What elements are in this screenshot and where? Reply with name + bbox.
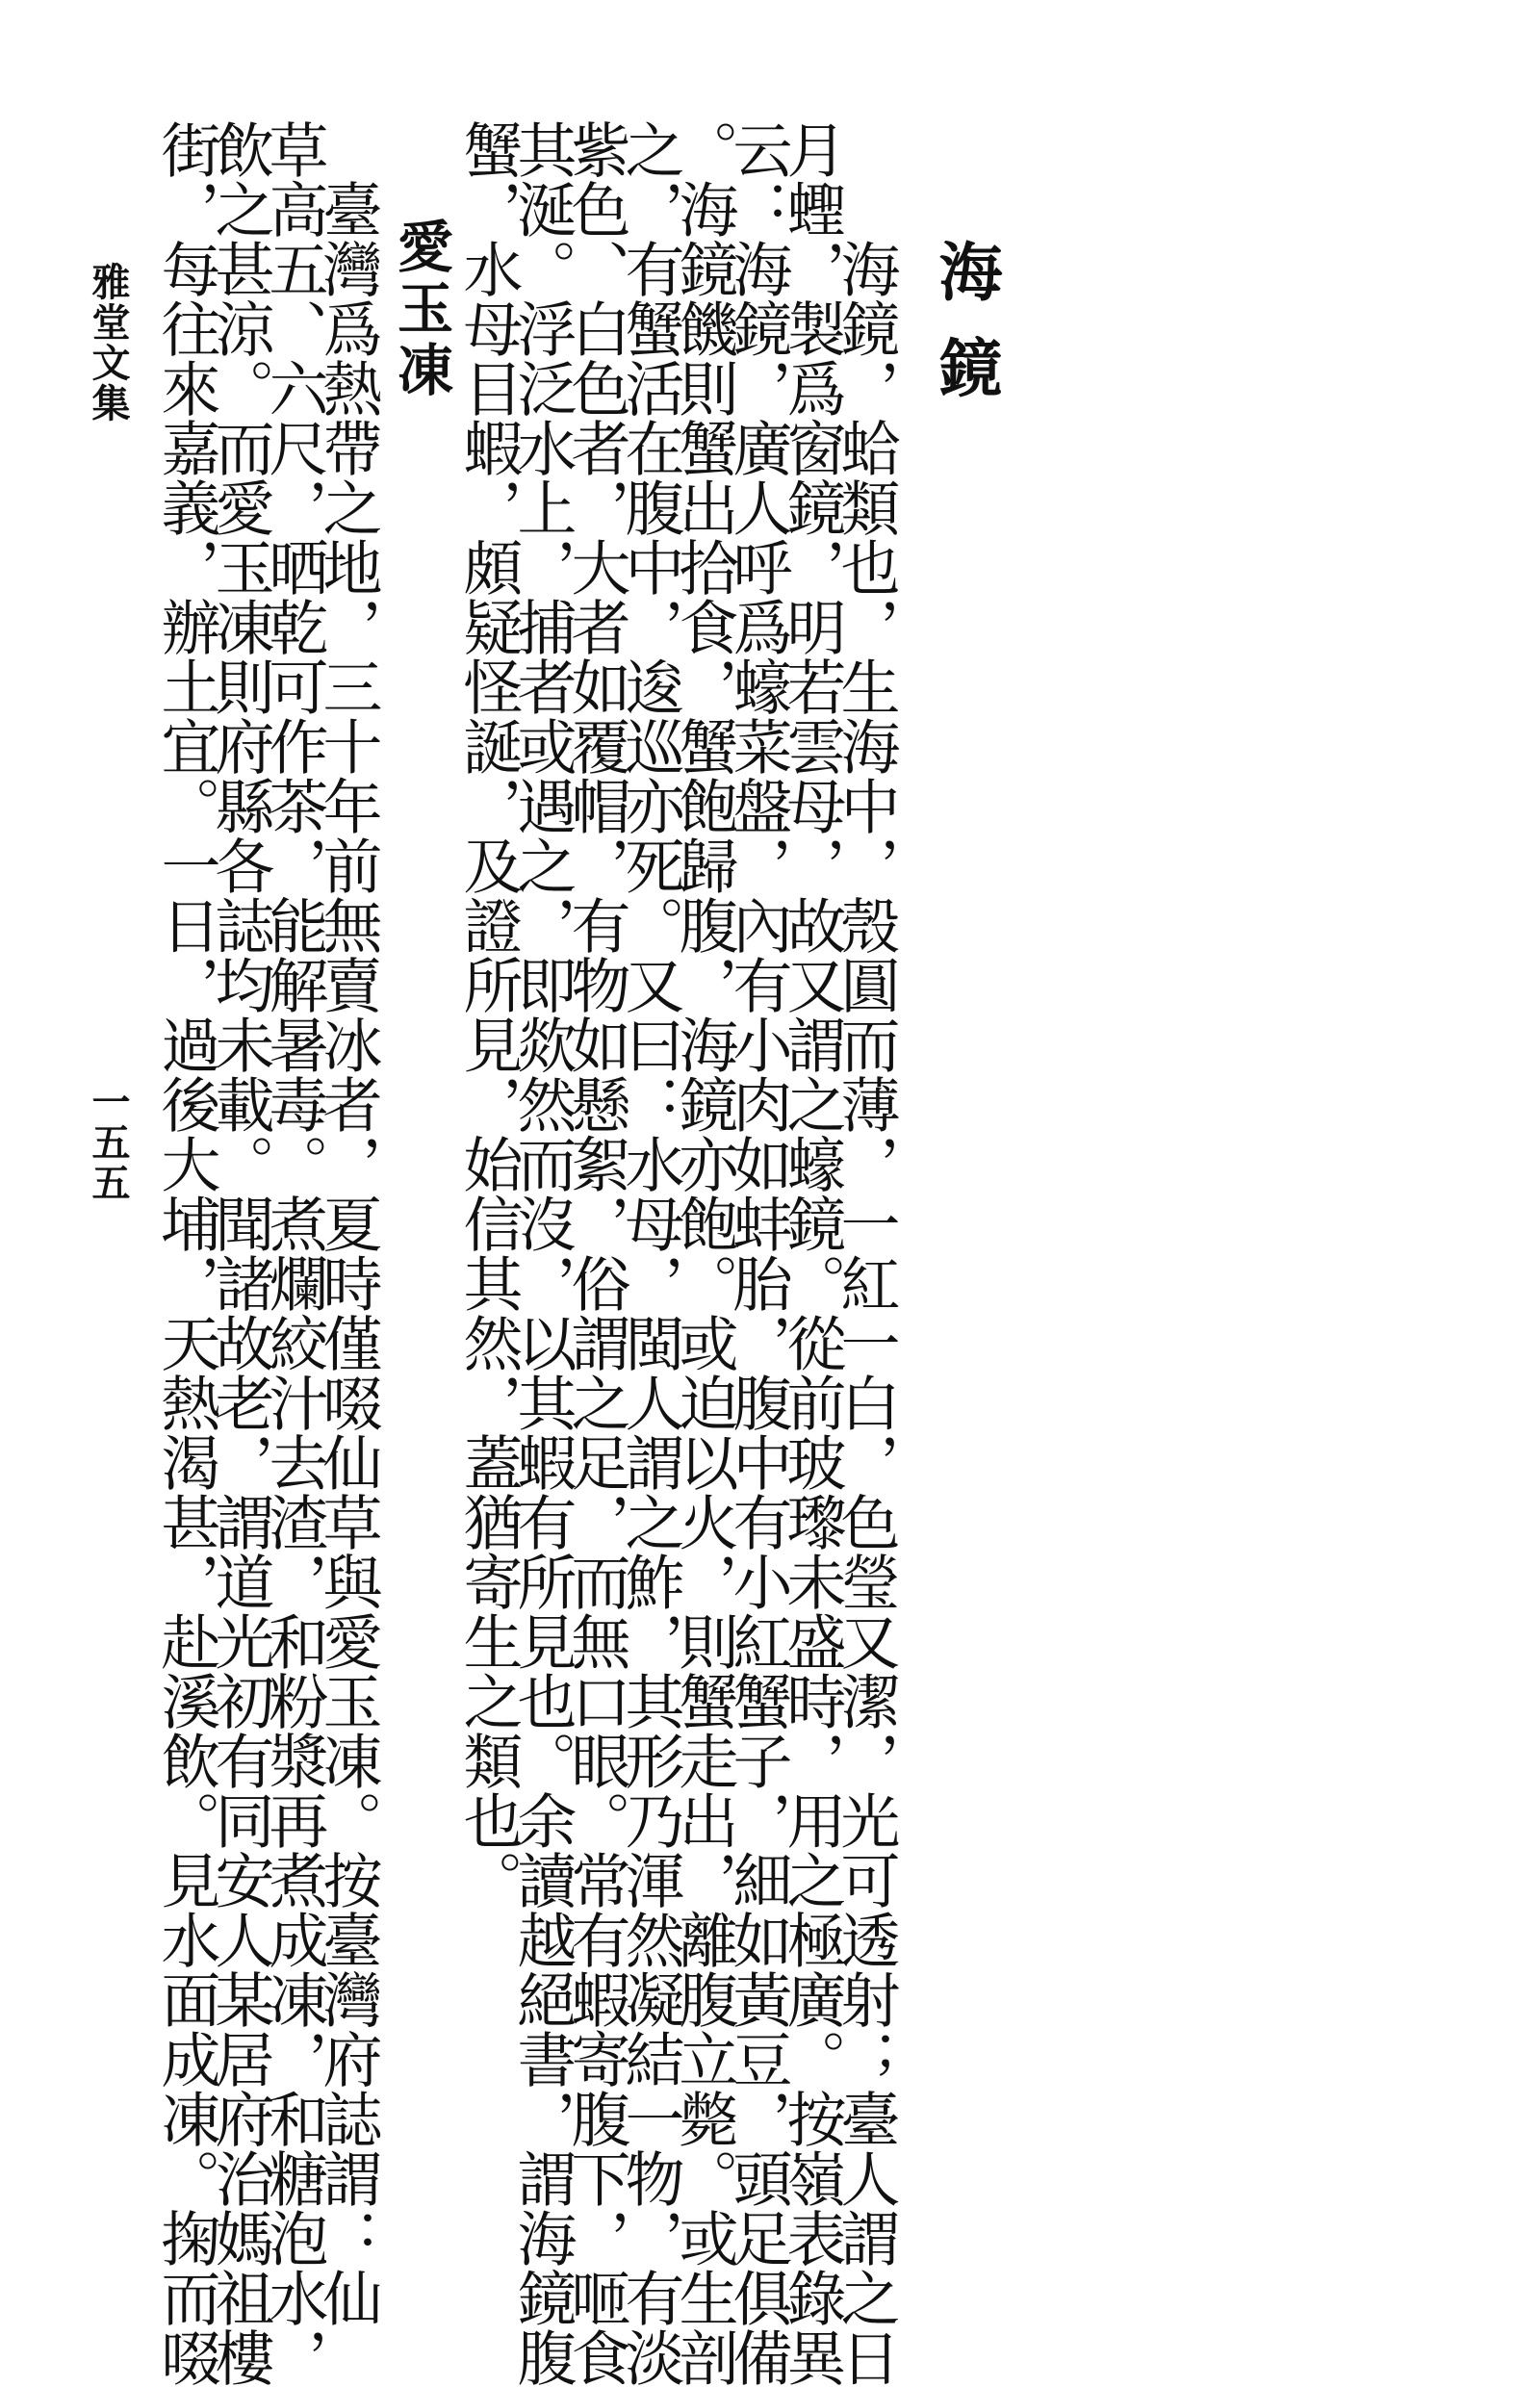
text-column: 街，每往來嘉義，辦土宜。一日，過後大埔，天熱渴甚，赴溪飲。見水面成凍。掬而啜: [151, 119, 221, 2387]
text-column: 月蟶，製爲窗鏡，明若雲母，故又謂之蠔鏡。從前玻瓈未盛時，用之極廣。按嶺表錄異: [777, 119, 847, 2387]
article-title-aiyudong: 愛玉凍: [388, 218, 453, 402]
text-column: 之，有蟹活在腹中，逡巡亦死。又曰：水母，閩人謂之鮓，其形乃渾然凝結一物，有淡: [615, 119, 685, 2387]
text-column: 飲之甚涼。而愛玉凍則府縣各誌均未載。聞諸故老，謂道光初有同安人某居府治媽祖樓: [205, 119, 275, 2387]
text-column: 云：海鏡，廣人呼爲蠔菜盤，內有小肉如蚌胎，腹中有小紅蟹子，細如黃豆，頭足俱備: [723, 119, 793, 2387]
page-number: 一五五: [86, 1082, 131, 1203]
text-column: 其涎。浮泛水上，捕者或遇之，即欻然而沒，以其蝦有所見也。余讀越絕書，謂海鏡腹: [507, 119, 578, 2387]
article-title-haijing: 海鏡: [928, 239, 1003, 431]
text-column: 紫色、白色者，大者如覆帽，有物如懸絮，俗謂之足，而無口眼。常有蝦寄腹下，咂食: [561, 119, 631, 2387]
text-column: 臺灣爲熱帶之地，三十年前無賣冰者，夏時僅啜仙草與愛玉凍。按臺灣府誌謂：仙: [313, 119, 383, 2327]
text-column: 。海鏡饑則蟹出拾食，蟹飽歸腹，海鏡亦飽。或迫以火，則蟹走出，離腹立斃。或生剖: [669, 119, 739, 2387]
book-title-footer: 雅堂文集: [86, 262, 131, 424]
text-column: 海鏡，蛤類也，生海中，殼圓而薄，一紅一白，色瑩又潔，光可透射；臺人謂之日: [831, 179, 901, 2387]
text-column: 草高五、六尺，晒乾可作茶，能解暑毒。煮爛絞汁去渣，和粉漿再煮成凍，和糖泡水，: [259, 119, 329, 2387]
text-column: 蟹，水母目蝦，頗疑怪誕，及證所見，始信其然，蓋猶寄生之類也。: [453, 119, 524, 1910]
